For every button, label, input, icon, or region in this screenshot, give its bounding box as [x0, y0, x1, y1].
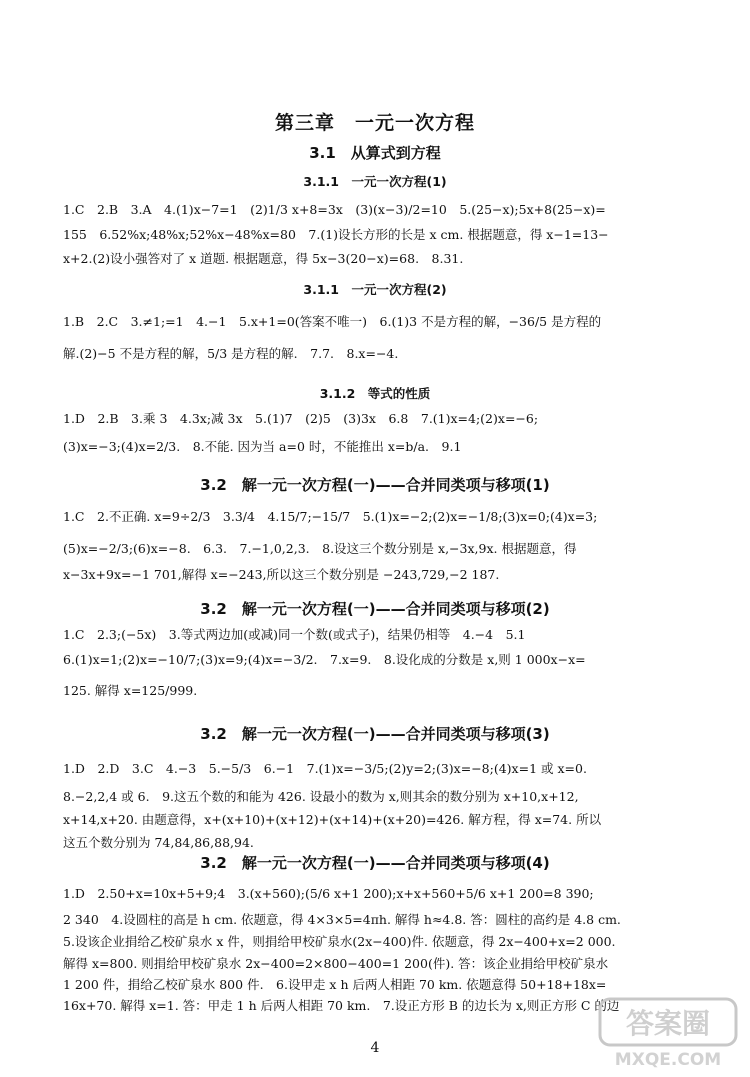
answer-line: (5)x=−2/3;(6)x=−8. 6.3. 7.−1,0,2,3. 8.设这三个数分别是 x,−3x,9x. 根据题意，得 — [63, 541, 577, 556]
page-number: 4 — [370, 1040, 380, 1056]
answer-line: 1.C 2.3;(−5x) 3.等式两边加(或减)同一个数(或式子)，结果仍相等 4.−4 5.1 — [63, 627, 526, 642]
chapter-title: 第三章 一元一次方程 — [274, 112, 475, 134]
section-title: 3.2 解一元一次方程(一)——合并同类项与移项(1) — [200, 476, 550, 494]
answer-line: 1.B 2.C 3.≠1;=1 4.−1 5.x+1=0(答案不唯一) 6.(1)3 不是方程的解，−36/5 是方程的 — [63, 314, 602, 329]
answer-line: 125. 解得 x=125/999. — [63, 683, 198, 698]
watermark-top-text: 答案圈 — [625, 1007, 711, 1040]
answer-line: 解.(2)−5 不是方程的解，5/3 是方程的解. 7.7. 8.x=−4. — [63, 346, 399, 361]
answer-line: 解得 x=800. 则捐给甲校矿泉水 2x−400=2×800−400=1 200(件). 答：该企业捐给甲校矿泉水 — [63, 956, 609, 971]
answer-line: 1.D 2.D 3.C 4.−3 5.−5/3 6.−1 7.(1)x=−3/5;(2)y=2;(3)x=−8;(4)x=1 或 x=0. — [63, 761, 587, 776]
section-title: 3.1 从算式到方程 — [309, 144, 441, 162]
answer-line: 8.−2,2,4 或 6. 9.这五个数的和能为 426. 设最小的数为 x,则其余的数分别为 x+10,x+12, — [63, 789, 579, 804]
section-title: 3.2 解一元一次方程(一)——合并同类项与移项(2) — [200, 600, 550, 618]
answer-line: 1.C 2.B 3.A 4.(1)x−7=1 (2)1/3 x+8=3x (3)(x−3)/2=10 5.(25−x);5x+8(25−x)= — [63, 202, 606, 217]
watermark-bottom-text: MXQE.COM — [614, 1050, 722, 1070]
answer-line: 1 200 件，捐给乙校矿泉水 800 件. 6.设甲走 x h 后两人相距 70 km. 依题意得 50+18+18x= — [63, 977, 607, 992]
answer-line: x+2.(2)设小强答对了 x 道题. 根据题意，得 5x−3(20−x)=68. 8.31. — [63, 251, 464, 266]
subsection-title: 3.1.1 一元一次方程(1) — [303, 174, 447, 189]
answer-line: 16x+70. 解得 x=1. 答：甲走 1 h 后两人相距 70 km. 7.设正方形 B 的边长为 x,则正方形 C 的边 — [63, 998, 620, 1013]
answer-line: 这五个数分别为 74,84,86,88,94. — [63, 835, 254, 850]
section-title: 3.2 解一元一次方程(一)——合并同类项与移项(4) — [200, 854, 550, 872]
answer-line: x−3x+9x=−1 701,解得 x=−243,所以这三个数分别是 −243,729,−2 187. — [63, 567, 500, 582]
answer-line: 1.D 2.50+x=10x+5+9;4 3.(x+560);(5/6 x+1 200);x+x+560+5/6 x+1 200=8 390; — [63, 886, 594, 901]
answer-line: 6.(1)x=1;(2)x=−10/7;(3)x=9;(4)x=−3/2. 7.x=9. 8.设化成的分数是 x,则 1 000x−x= — [63, 652, 586, 667]
subsection-title: 3.1.2 等式的性质 — [319, 386, 431, 401]
answer-line: 2 340 4.设圆柱的高是 h cm. 依题意，得 4×3×5=4πh. 解得 h≈4.8. 答：圆柱的高约是 4.8 cm. — [63, 912, 621, 927]
watermark-logo — [592, 995, 742, 1071]
answer-line: x+14,x+20. 由题意得，x+(x+10)+(x+12)+(x+14)+(x+20)=426. 解方程，得 x=74. 所以 — [63, 812, 602, 827]
answer-line: (3)x=−3;(4)x=2/3. 8.不能. 因为当 a=0 时，不能推出 x=b/a. 9.1 — [63, 439, 462, 454]
answer-line: 155 6.52%x;48%x;52%x−48%x=80 7.(1)设长方形的长是 x cm. 根据题意，得 x−1=13− — [63, 227, 609, 242]
subsection-title: 3.1.1 一元一次方程(2) — [303, 282, 447, 297]
answer-line: 1.D 2.B 3.乘 3 4.3x;减 3x 5.(1)7 (2)5 (3)3x 6.8 7.(1)x=4;(2)x=−6; — [63, 411, 539, 426]
answer-line: 1.C 2.不正确. x=9÷2/3 3.3/4 4.15/7;−15/7 5.(1)x=−2;(2)x=−1/8;(3)x=0;(4)x=3; — [63, 509, 598, 524]
answer-line: 5.设该企业捐给乙校矿泉水 x 件，则捐给甲校矿泉水(2x−400)件. 依题意，得 2x−400+x=2 000. — [63, 934, 616, 949]
section-title: 3.2 解一元一次方程(一)——合并同类项与移项(3) — [200, 725, 550, 743]
